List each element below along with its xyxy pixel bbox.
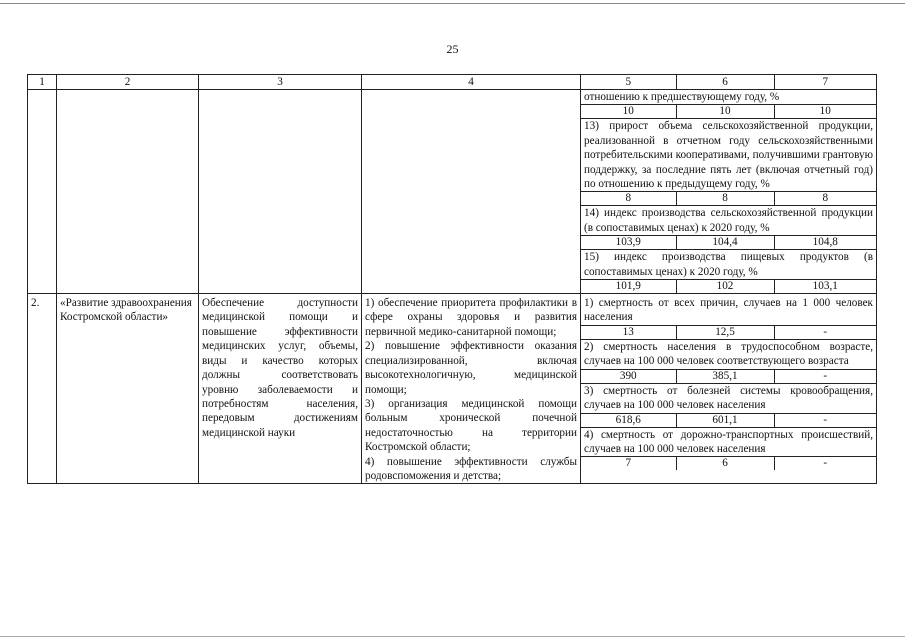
value-cell: 618,6 [581,413,676,427]
page-number: 25 [446,42,459,56]
value-cell: 8 [581,192,676,206]
value-cell: - [774,325,876,339]
value-cell: 12,5 [676,325,774,339]
indicator-text: 2) смертность населения в трудоспособном возрасте, случаев на 100 000 человек соответствующего возраста [581,339,876,369]
row-number: 2. [28,294,57,484]
value-cell: 6 [676,457,774,471]
indicator-text: отношению к предшествующему году, % [581,90,876,105]
program-tasks [362,294,581,484]
program-name: «Развитие здравоохранения Костромской области» [57,294,199,484]
value-cell: 8 [676,192,774,206]
col-header-5-7 [581,75,877,90]
indicator-cell [581,90,877,294]
task-item: 1) обеспечение приоритета профилактики в сфере охраны здоровья и развития первичной медико-санитарной помощи; [365,297,577,338]
task-item: 4) повышение эффективности службы родовспоможения и детства; [365,455,577,482]
col-header-2: 2 [57,75,199,90]
table-row-continuation [28,90,877,294]
col-header-6: 6 [676,75,774,89]
col-header-3: 3 [199,75,362,90]
indicator-text: 4) смертность от дорожно-транспортных происшествий, случаев на 100 000 человек населения [581,427,876,457]
col-header-4: 4 [362,75,581,90]
indicator-text: 15) индекс производства пищевых продуктов (в сопоставимых ценах) к 2020 году, % [581,250,876,280]
value-cell: 102 [676,280,774,294]
value-cell: 10 [676,105,774,119]
indicator-text: 1) смертность от всех причин, случаев на 1 000 человек населения [581,294,876,325]
column-header-row [28,75,877,90]
value-cell: 7 [581,457,676,471]
value-cell: 101,9 [581,280,676,294]
value-cell: 104,8 [774,236,876,250]
indicator-cell [581,294,877,484]
col-header-5: 5 [581,75,676,89]
bottom-rule [0,636,905,637]
value-cell: 8 [774,192,876,206]
value-cell: 10 [581,105,676,119]
value-cell: - [774,413,876,427]
value-cell: 13 [581,325,676,339]
value-cell: 385,1 [676,369,774,383]
task-item: 2) повышение эффективности оказания специализированной, включая высокотехнологичную, медицинской помощи; [365,340,577,396]
indicator-text: 14) индекс производства сельскохозяйственной продукции (в сопоставимых ценах) к 2020 году, % [581,206,876,236]
program-goal: Обеспечение доступности медицинской помощи и повышение эффективности медицинских услуг, объемы, виды и качество которых должны соответствовать уровню заболеваемости и потребностям населения, передовым достижениям медицинской науки [199,294,362,484]
value-cell: 104,4 [676,236,774,250]
value-cell: 390 [581,369,676,383]
value-cell: 103,1 [774,280,876,294]
task-item: 3) организация медицинской помощи больным хронической почечной недостаточностью на территории Костромской области; [365,397,577,454]
value-cell: - [774,369,876,383]
indicator-text: 13) прирост объема сельскохозяйственной продукции, реализованной в отчетном году сельскохозяйственными потребительскими кооперативами, получившими грантовую поддержку, за последние пять лет (включая отчетный год) по отношению к предыдущему году, % [581,119,876,192]
value-cell: 601,1 [676,413,774,427]
value-cell: 103,9 [581,236,676,250]
col-header-1: 1 [28,75,57,90]
value-cell: - [774,457,876,471]
program-table [27,74,877,484]
top-rule [0,3,905,4]
table-row-program-2 [28,294,877,484]
col-header-7: 7 [774,75,876,89]
value-cell: 10 [774,105,876,119]
indicator-text: 3) смертность от болезней системы кровообращения, случаев на 100 000 человек населения [581,383,876,413]
